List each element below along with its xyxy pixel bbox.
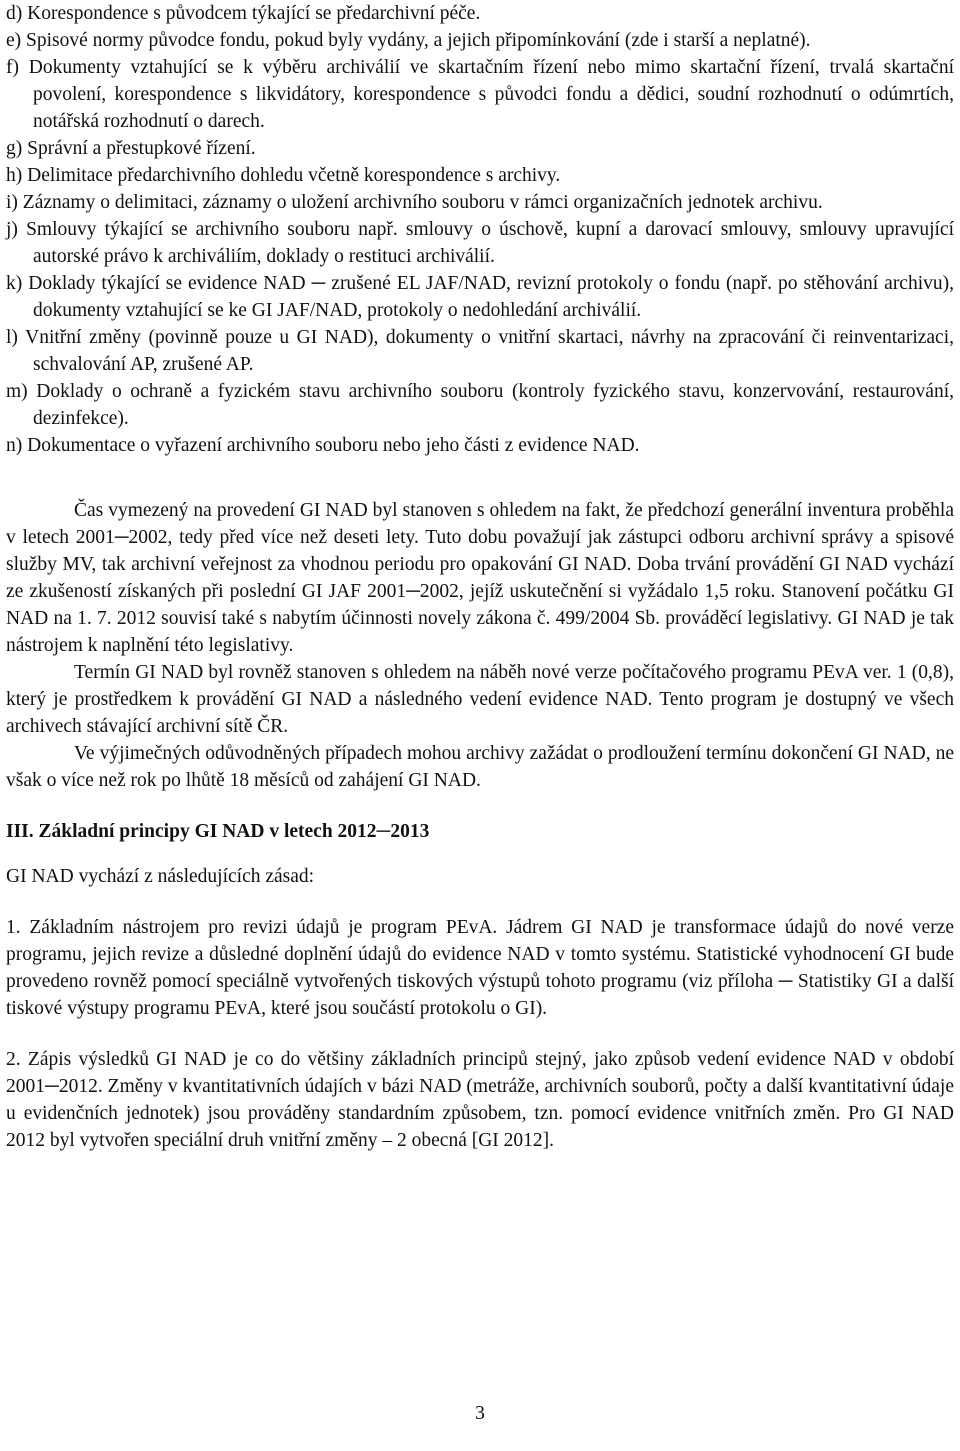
list-item-text: Dokumenty vztahující se k výběru archiválií ve skartačním řízení nebo mimo skartační řízení, trvalá skartační povolení, korespondence s likvidátory, korespondence s původci fondu a dědici, soudní rozhodnutí o odúmrtích, notářská rozhodnutí o darech. — [28, 57, 955, 132]
list-item-text: Spisové normy původce fondu, pokud byly vydány, a jejich připomínkování (zde i starší a neplatné). — [26, 30, 811, 51]
list-item-letter: g) — [6, 138, 23, 159]
list-item-text: Správní a přestupkové řízení. — [27, 138, 256, 159]
paragraph-time-period: Čas vymezený na provedení GI NAD byl stanoven s ohledem na fakt, že předchozí generální inventura proběhla v letech 2001─2002, tedy před více než deseti lety. Tuto dobu považují jak zástupci odboru archivní správy a spisové služby MV, tak archivní veřejnost za vhodnou periodu pro opakování GI NAD. Doba trvání provádění GI NAD vychází ze zkušeností získaných při poslední GI JAF 2001─2002, jejíž uskutečnění si vyžádalo 1,5 roku. Stanovení počátku GI NAD na 1. 7. 2012 souvisí také s nabytím účinnosti novely zákona č. 499/2004 Sb. prováděcí legislativy. GI NAD je tak nástrojem k naplnění této legislativy. — [6, 500, 954, 656]
list-item-letter: e) — [6, 30, 22, 51]
principle-1: 1. Základním nástrojem pro revizi údajů je program PEvA. Jádrem GI NAD je transformace údajů do nové verze programu, jejich revize a důsledné doplnění údajů do evidence NAD v tomto systému. Statistické vyhodnocení GI bude provedeno rovněž pomocí speciálně vytvořených tiskových výstupů tohoto programu (viz příloha ─ Statistiky GI a další tiskové výstupy programu PEvA, které jsou součástí protokolu o GI). — [6, 917, 954, 1019]
list-item-text: Záznamy o delimitaci, záznamy o uložení archivního souboru v rámci organizačních jednotek archivu. — [22, 192, 823, 213]
list-item-letter: f) — [6, 57, 19, 78]
list-item-letter: d) — [6, 3, 23, 24]
list-item-letter: k) — [6, 273, 23, 294]
list-item-letter: j) — [6, 219, 18, 240]
list-item-letter: i) — [6, 192, 18, 213]
section-intro: GI NAD vychází z následujících zásad: — [6, 866, 315, 887]
list-item — [6, 54, 954, 135]
list-item — [6, 216, 954, 270]
list-item-text: Vnitřní změny (povinně pouze u GI NAD), dokumenty o vnitřní skartaci, návrhy na zpracování či reinventarizaci, schvalování AP, zrušené AP. — [25, 327, 954, 375]
list-item-letter: m) — [6, 381, 28, 402]
principle-2: 2. Zápis výsledků GI NAD je co do většiny základních principů stejný, jako způsob vedení evidence NAD v období 2001─2012. Změny v kvantitativních údajích v bázi NAD (metráže, archivních souborů, počty a další kvantitativní údaje u evidenčních jednotek) jsou prováděny standardním způsobem, tzn. pomocí evidence vnitřních změn. Pro GI NAD 2012 byl vytvořen speciální druh vnitřní změny – 2 obecná [GI 2012]. — [6, 1049, 954, 1151]
list-item-letter: l) — [6, 327, 18, 348]
list-item-text: Korespondence s původcem týkající se předarchivní péče. — [27, 3, 481, 24]
list-item-letter: h) — [6, 165, 23, 186]
list-item-text: Doklady týkající se evidence NAD ─ zrušené EL JAF/NAD, revizní protokoly o fondu (např. po stěhování archivu), dokumenty vztahující se ke GI JAF/NAD, protokoly o nedohledání archiválií. — [28, 273, 954, 321]
list-item — [6, 162, 954, 189]
list-item — [6, 27, 954, 54]
list-item-text: Doklady o ochraně a fyzickém stavu archivního souboru (kontroly fyzického stavu, konzervování, restaurování, dezinfekce). — [33, 381, 955, 429]
document-list — [6, 0, 954, 459]
list-item — [6, 270, 954, 324]
list-item — [6, 135, 954, 162]
list-item-text: Smlouvy týkající se archivního souboru např. smlouvy o úschově, kupní a darovací smlouvy, smlouvy upravující autorské právo k archiváliím, doklady o restituci archiválií. — [26, 219, 955, 267]
list-item — [6, 378, 954, 432]
list-item-text: Dokumentace o vyřazení archivního souboru nebo jeho části z evidence NAD. — [27, 435, 640, 456]
list-item — [6, 432, 954, 459]
paragraph-term: Termín GI NAD byl rovněž stanoven s ohledem na náběh nové verze počítačového programu PEvA ver. 1 (0,8), který je prostředkem k provádění GI NAD a následného vedení evidence NAD. Tento program je dostupný ve všech archivech stávající archivní sítě ČR. — [6, 662, 954, 737]
list-item — [6, 0, 954, 27]
page-number: 3 — [475, 1403, 485, 1424]
document-page — [6, 0, 954, 1154]
list-item-text: Delimitace předarchivního dohledu včetně korespondence s archivy. — [27, 165, 561, 186]
list-item — [6, 324, 954, 378]
list-item — [6, 189, 954, 216]
paragraph-exceptions: Ve výjimečných odůvodněných případech mohou archivy zažádat o prodloužení termínu dokončení GI NAD, ne však o více než rok po lhůtě 18 měsíců od zahájení GI NAD. — [6, 743, 954, 791]
section-heading: III. Základní principy GI NAD v letech 2012─2013 — [6, 821, 430, 842]
list-item-letter: n) — [6, 435, 23, 456]
